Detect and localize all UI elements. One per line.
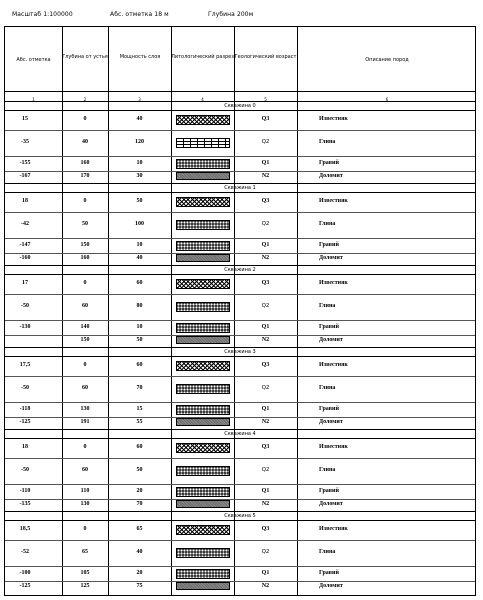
gravel-pattern-icon (176, 159, 230, 169)
col-header-age: Геологический возраст (234, 54, 297, 60)
well-title: Скважина 5 (224, 513, 256, 519)
col-number: 3 (138, 97, 141, 102)
cell-depth: 130 (80, 406, 90, 412)
cell-depth: 60 (82, 303, 88, 309)
limestone-pattern-icon (176, 361, 230, 371)
dolomite-pattern-icon (176, 336, 230, 344)
cell-depth: 170 (80, 173, 90, 179)
cell-desc: Известняк (319, 280, 348, 286)
cell-desc: Глина (319, 221, 336, 227)
cell-age: Q1 (261, 160, 270, 166)
cell-abs: -135 (19, 501, 31, 507)
cell-age: Q2 (261, 303, 270, 309)
cell-age: Q1 (261, 488, 270, 494)
col-number: 5 (264, 97, 267, 102)
cell-abs: -130 (19, 324, 31, 330)
cell-thick: 40 (136, 255, 143, 261)
well-title: Скважина 0 (224, 103, 256, 109)
cell-thick: 70 (136, 385, 143, 391)
cell-thick: 40 (136, 549, 143, 555)
cell-desc: Известняк (319, 198, 348, 204)
cell-age: Q3 (261, 280, 270, 286)
cell-age: N2 (261, 419, 270, 425)
cell-age: Q1 (261, 570, 270, 576)
cell-age: Q1 (261, 242, 270, 248)
cell-abs: -160 (19, 255, 31, 261)
cell-desc: Гравий (319, 406, 339, 412)
cell-depth: 140 (80, 324, 90, 330)
limestone-pattern-icon (176, 443, 230, 453)
cell-desc: Известняк (319, 362, 348, 368)
cell-abs: -110 (19, 488, 31, 494)
cell-age: Q3 (261, 198, 270, 204)
depth-label: Глубина 200м (208, 11, 254, 18)
cell-age: N2 (261, 337, 270, 343)
cell-abs: -52 (21, 549, 29, 555)
dolomite-pattern-icon (176, 254, 230, 262)
gravel-pattern-icon (176, 302, 230, 312)
dolomite-pattern-icon (176, 582, 230, 590)
cell-age: Q2 (261, 139, 270, 145)
cell-depth: 0 (83, 116, 87, 122)
cell-thick: 70 (136, 501, 143, 507)
dolomite-pattern-icon (176, 500, 230, 508)
cell-depth: 0 (83, 526, 87, 532)
cell-depth: 0 (83, 198, 87, 204)
gravel-pattern-icon (176, 466, 230, 476)
cell-depth: 130 (80, 501, 90, 507)
well-title: Скважина 4 (224, 431, 256, 437)
cell-thick: 120 (135, 139, 144, 145)
gravel-pattern-icon (176, 487, 230, 497)
cell-desc: Доломит (319, 501, 343, 507)
cell-abs: 18 (22, 198, 28, 204)
cell-desc: Известняк (319, 444, 348, 450)
cell-abs: 18,5 (19, 526, 31, 532)
cell-thick: 20 (136, 488, 143, 494)
cell-thick: 75 (136, 583, 143, 589)
cell-thick: 20 (136, 570, 143, 576)
cell-desc: Глина (319, 467, 336, 473)
cell-abs: -50 (21, 467, 29, 473)
cell-thick: 60 (136, 280, 143, 286)
cell-depth: 0 (83, 280, 87, 286)
cell-depth: 125 (80, 583, 90, 589)
limestone-pattern-icon (176, 525, 230, 535)
cell-age: Q2 (261, 385, 270, 391)
dolomite-pattern-icon (176, 172, 230, 180)
cell-depth: 0 (83, 444, 87, 450)
cell-desc: Глина (319, 303, 336, 309)
scale-label: Масштаб 1:100000 (12, 11, 73, 18)
cell-thick: 30 (136, 173, 143, 179)
cell-abs: -125 (19, 419, 31, 425)
col-header-abs-mark: Абс. отметка (16, 57, 51, 63)
cell-depth: 150 (80, 337, 90, 343)
limestone-pattern-icon (176, 115, 230, 125)
cell-abs: -147 (19, 242, 31, 248)
cell-abs: -155 (19, 160, 31, 166)
cell-depth: 160 (80, 160, 90, 166)
clay-pattern-icon (176, 138, 230, 148)
gravel-pattern-icon (176, 384, 230, 394)
cell-thick: 100 (135, 221, 144, 227)
cell-thick: 15 (136, 406, 143, 412)
cell-thick: 50 (136, 198, 143, 204)
cell-thick: 65 (136, 526, 143, 532)
cell-depth: 50 (82, 221, 88, 227)
cell-age: N2 (261, 173, 270, 179)
cell-thick: 10 (136, 324, 143, 330)
col-number: 1 (32, 97, 35, 102)
cell-age: N2 (261, 583, 270, 589)
gravel-pattern-icon (176, 220, 230, 230)
col-number: 6 (385, 97, 389, 102)
col-number: 2 (83, 97, 87, 102)
cell-thick: 80 (136, 303, 143, 309)
col-header-lithology: Литологический разрез (171, 54, 234, 60)
cell-abs: -35 (21, 139, 29, 145)
cell-depth: 150 (80, 242, 90, 248)
cell-depth: 40 (82, 139, 88, 145)
gravel-pattern-icon (176, 569, 230, 579)
cell-desc: Гравий (319, 160, 339, 166)
cell-thick: 40 (136, 116, 143, 122)
well-title: Скважина 2 (224, 267, 256, 273)
cell-desc: Доломит (319, 583, 343, 589)
gravel-pattern-icon (176, 548, 230, 558)
cell-desc: Глина (319, 385, 336, 391)
cell-desc: Глина (319, 139, 336, 145)
cell-abs: -118 (19, 406, 31, 412)
cell-desc: Известняк (319, 116, 348, 122)
cell-abs: 17 (22, 280, 28, 286)
col-header-description: Описание пород (365, 57, 409, 63)
cell-abs: 18 (22, 444, 28, 450)
gravel-pattern-icon (176, 241, 230, 251)
cell-desc: Доломит (319, 173, 343, 179)
gravel-pattern-icon (176, 323, 230, 333)
cell-thick: 55 (136, 419, 143, 425)
cell-age: Q3 (261, 116, 270, 122)
cell-abs: -125 (19, 583, 31, 589)
cell-age: Q1 (261, 324, 270, 330)
cell-age: N2 (261, 255, 270, 261)
cell-thick: 60 (136, 444, 143, 450)
cell-depth: 191 (80, 419, 90, 425)
cell-age: Q3 (261, 444, 270, 450)
cell-abs: -50 (21, 385, 29, 391)
gravel-pattern-icon (176, 405, 230, 415)
cell-desc: Доломит (319, 419, 343, 425)
col-header-thickness: Мощность слоя (119, 54, 161, 60)
cell-abs: -167 (19, 173, 31, 179)
cell-age: Q2 (261, 549, 270, 555)
cell-desc: Гравий (319, 242, 339, 248)
cell-depth: 105 (80, 570, 90, 576)
cell-thick: 10 (136, 160, 143, 166)
cell-age: N2 (261, 501, 270, 507)
cell-depth: 160 (80, 255, 90, 261)
limestone-pattern-icon (176, 279, 230, 289)
cell-desc: Гравий (319, 488, 339, 494)
cell-age: Q2 (261, 467, 270, 473)
cell-age: Q3 (261, 526, 270, 532)
cell-thick: 10 (136, 242, 143, 248)
dolomite-pattern-icon (176, 418, 230, 426)
cell-thick: 50 (136, 467, 143, 473)
cell-depth: 0 (83, 362, 87, 368)
cell-desc: Доломит (319, 255, 343, 261)
cell-desc: Глина (319, 549, 336, 555)
cell-age: Q2 (261, 221, 270, 227)
cell-depth: 110 (80, 488, 90, 494)
cell-desc: Известняк (319, 526, 348, 532)
cell-desc: Гравий (319, 570, 339, 576)
cell-age: Q3 (261, 362, 270, 368)
cell-thick: 50 (136, 337, 143, 343)
cell-abs: -100 (19, 570, 31, 576)
cell-abs: 17,5 (19, 362, 31, 368)
cell-depth: 60 (82, 385, 88, 391)
cell-depth: 65 (82, 549, 88, 555)
col-number: 4 (201, 97, 204, 102)
well-title: Скважина 1 (224, 185, 256, 191)
limestone-pattern-icon (176, 197, 230, 207)
cell-abs: -50 (21, 303, 29, 309)
col-header-depth: Глубина от устья (62, 54, 108, 60)
abs-mark-label: Абс. отметка 18 м (110, 11, 169, 18)
cell-thick: 60 (136, 362, 143, 368)
cell-abs: -42 (21, 221, 29, 227)
cell-desc: Гравий (319, 324, 339, 330)
well-title: Скважина 3 (224, 349, 256, 355)
cell-depth: 60 (82, 467, 88, 473)
cell-desc: Доломит (319, 337, 343, 343)
borehole-log-table (4, 26, 476, 596)
cell-age: Q1 (261, 406, 270, 412)
cell-abs: 15 (22, 116, 28, 122)
